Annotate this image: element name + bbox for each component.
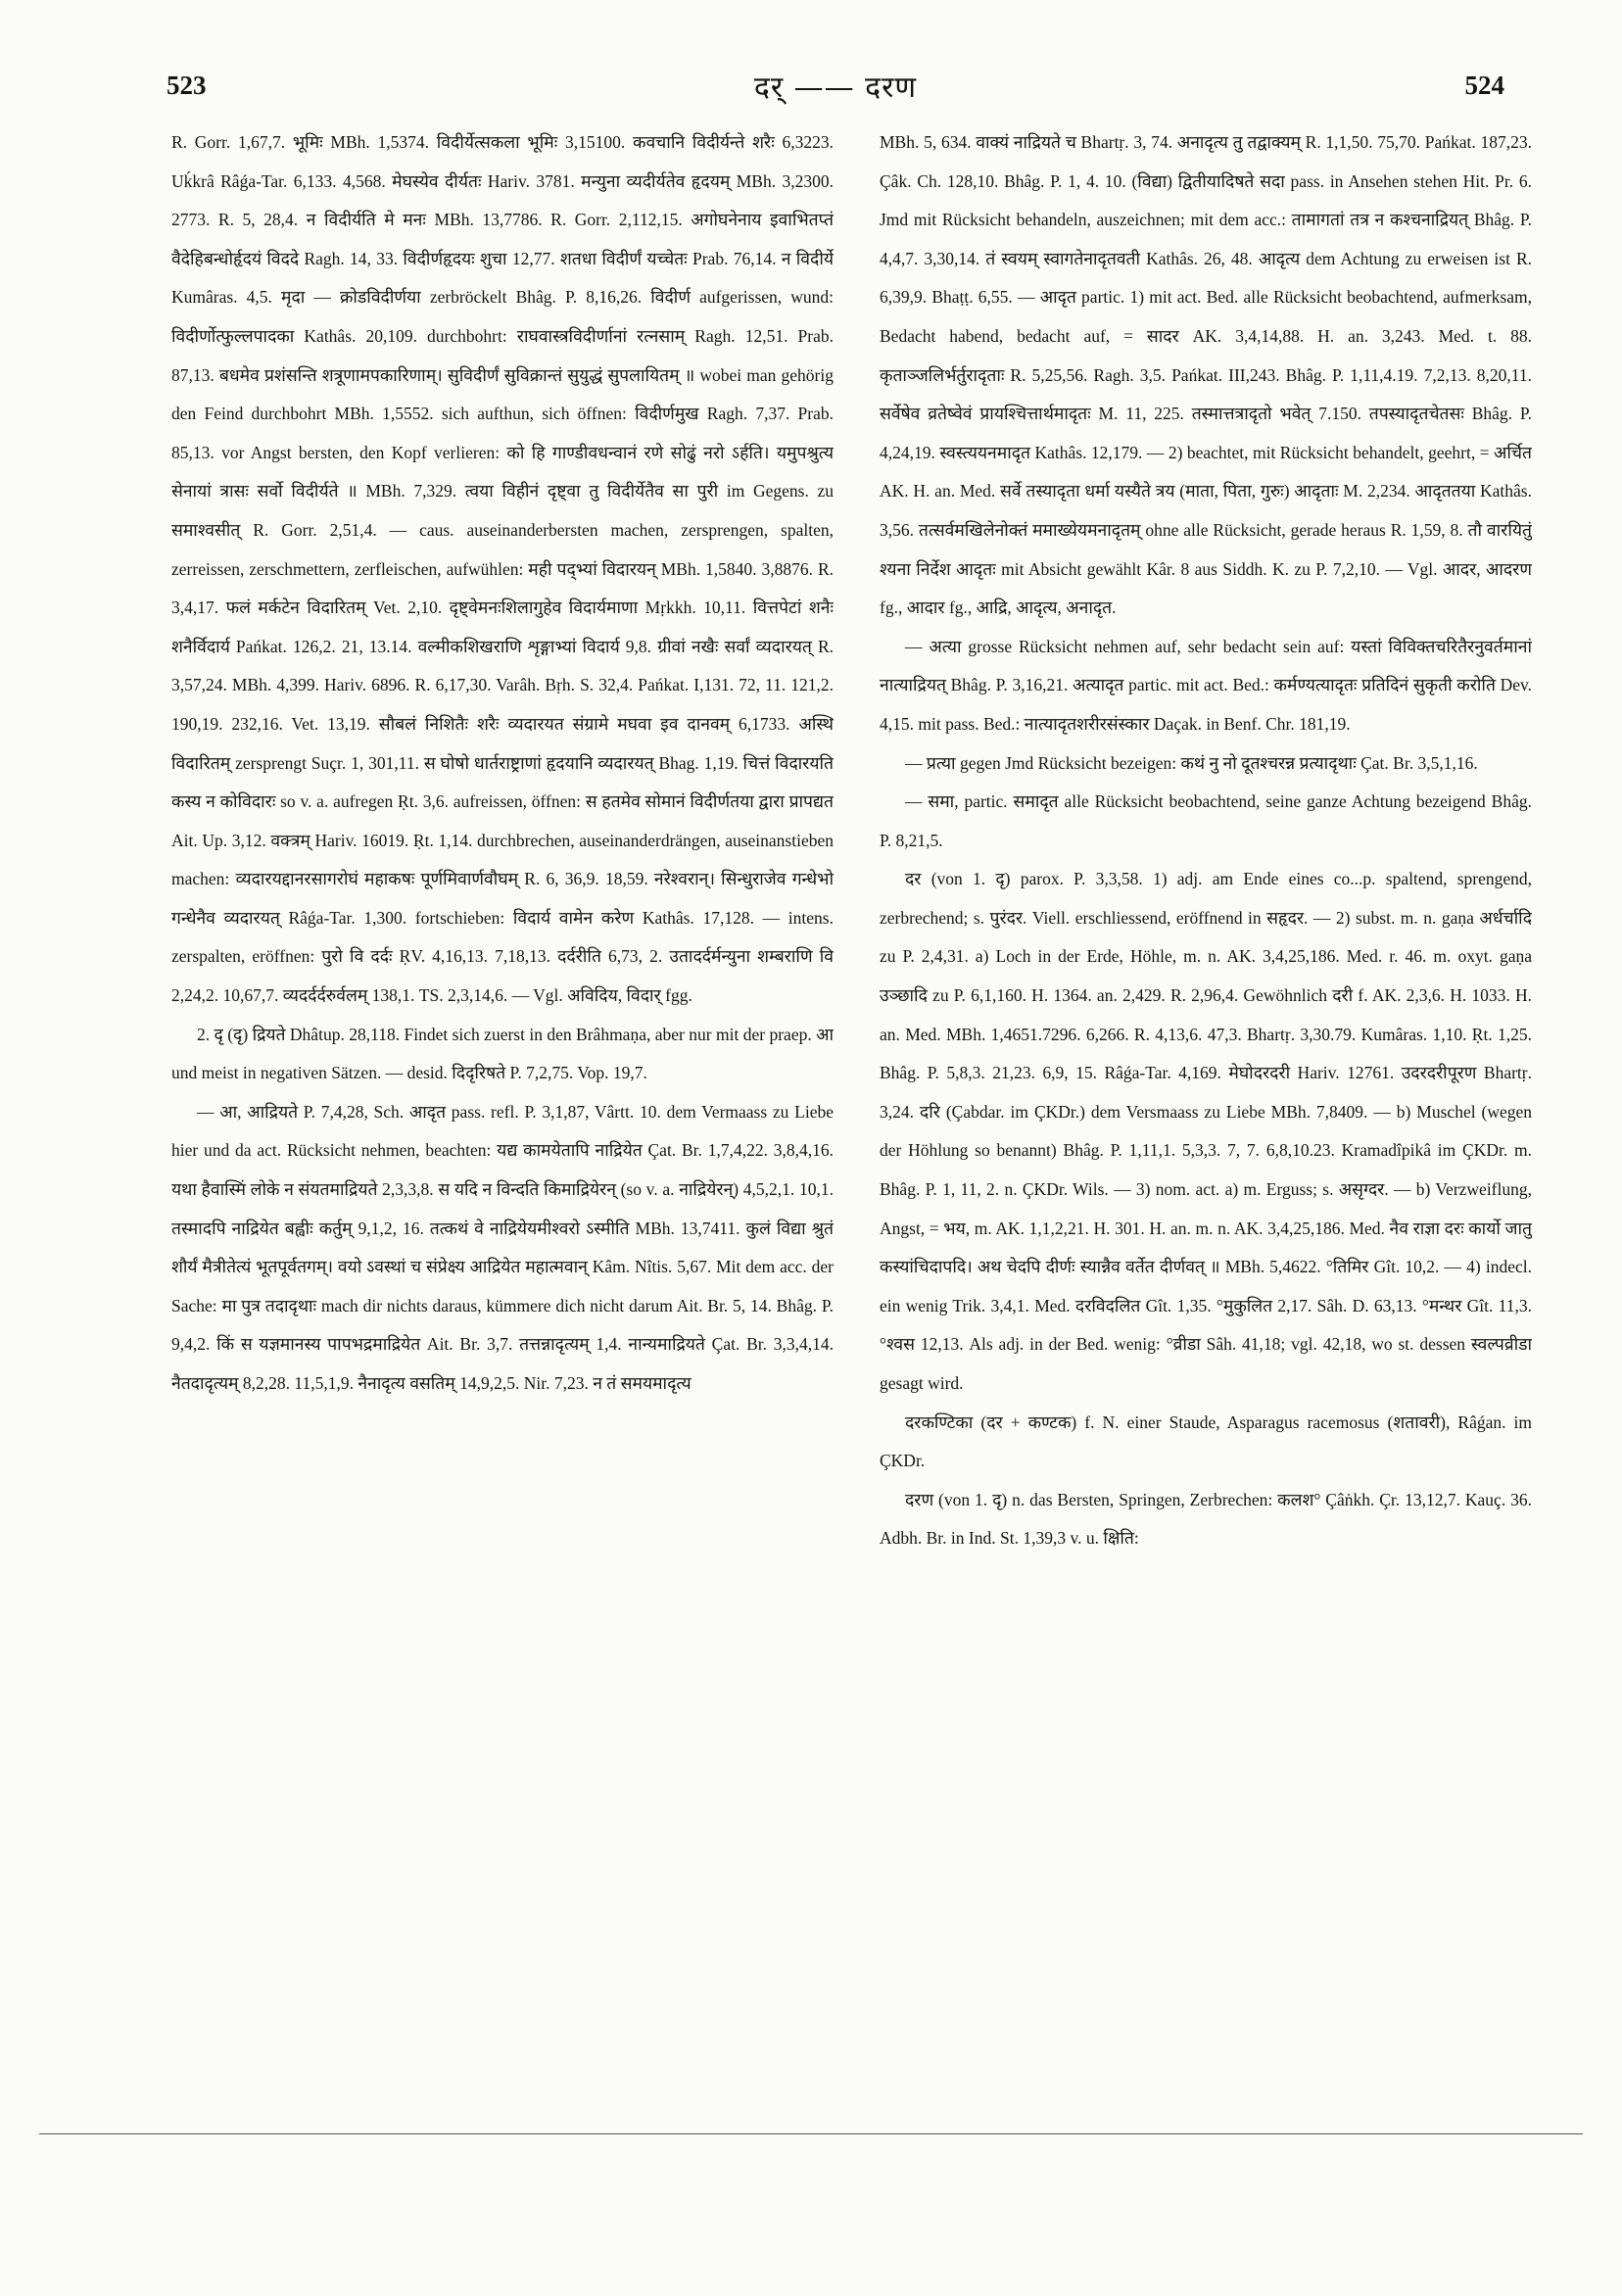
page-header bbox=[167, 61, 1504, 110]
page-number-right: 524 bbox=[1464, 70, 1504, 100]
page-number-left: 523 bbox=[167, 70, 207, 100]
entry-paragraph: — समा, partic. समादृत alle Rücksicht beobachtend, seine ganze Achtung bezeigend Bhâg. P. 8,21,5. bbox=[880, 791, 1532, 850]
entry-paragraph: MBh. 5, 634. वाक्यं नाद्रियते च Bhartṛ. 3, 74. अनादृत्य तु तद्वाक्यम् R. 1,1,50. 75,70. Pańkat. 187,23. Çâk. Ch. 128,10. Bhâg. P. 1, 4. 10. (विद्या) द्वितीयादिषते सदा pass. in Ansehen stehen Hit. Pr. 6. Jmd mit Rücksicht behandeln, auszeichnen; mit dem acc.: तामागतां तत्र न कश्चनाद्रियत् Bhâg. P. 4,4,7. 3,30,14. तं स्वयम् स्वागतेनादृतवती Kathâs. 26, 48. आदृत्य dem Achtung zu erweisen ist R. 6,39,9. Bhaṭṭ. 6,55. — आदृत partic. 1) mit act. Bed. alle Rücksicht beobachtend, aufmerksam, Bedacht habend, bedacht auf, = सादर AK. 3,4,14,88. H. an. 3,243. Med. t. 88. कृताञ्जलिर्भर्तुरादृताः R. 5,25,56. Ragh. 3,5. Pańkat. III,243. Bhâg. P. 1,11,4.19. 7,2,13. 8,20,11. सर्वेषेव व्रतेष्वेवं प्रायश्चित्तार्थमादृतः M. 11, 225. तस्मात्तत्रादृतो भवेत् 7.150. तपस्यादृतचेतसः Bhâg. P. 4,24,19. स्वस्त्ययनमादृत Kathâs. 12,179. — 2) beachtet, mit Rücksicht behandelt, geehrt, = अर्चित AK. H. an. Med. सर्वे तस्यादृता धर्मा यस्यैते त्रय (माता, पिता, गुरुः) आदृताः M. 2,234. आदृततया Kathâs. 3,56. तत्सर्वमखिलेनोक्तं ममाख्येयमनादृतम् ohne alle Rücksicht, gerade heraus R. 1,59, 8. तौ वारयितुं श्यना निर्देश आदृतः mit Absicht gewählt Kâr. 8 aus Siddh. K. zu P. 7,2,10. — Vgl. आदर, आदरण fg., आदार fg., आद्रि, आदृत्य, अनादृत. bbox=[880, 132, 1532, 618]
running-head: दर् —— दरण bbox=[753, 70, 918, 105]
entry-paragraph: 2. दृ (दृ) द्रियते Dhâtup. 28,118. Findet sich zuerst in den Brâhmaṇa, aber nur mit der praep. आ und meist in negativen Sätzen. — desid. दिदृरिषते P. 7,2,75. Vop. 19,7. bbox=[171, 1024, 834, 1083]
entry-paragraph: — प्रत्या gegen Jmd Rücksicht bezeigen: कथं नु नो दूतश्चरन्न प्रत्यादृथाः Çat. Br. 3,5,1,16. bbox=[905, 752, 1478, 773]
entry-paragraph: दर (von 1. दृ) parox. P. 3,3,58. 1) adj. am Ende eines co...p. spaltend, sprengend, zerbrechend; s. पुरंदर. Viell. erschliessend, eröffnend in सहृदर. — 2) subst. m. n. gaṇa अर्धर्चादि zu P. 2,4,31. a) Loch in der Erde, Höhle, m. n. AK. 3,4,25,186. Med. r. 46. m. oxyt. gaṇa उञ्छादि zu P. 6,1,160. H. 1364. an. 2,429. R. 2,96,4. Gewöhnlich दरी f. AK. 2,3,6. H. 1033. H. an. Med. MBh. 1,4651.7296. 6,266. R. 4,13,6. 47,3. Bhartṛ. 3,30.79. Kumâras. 1,10. Ṛt. 1,25. Bhâg. P. 5,8,3. 21,23. 6,9, 15. Râǵa-Tar. 4,169. मेघोदरदरी Hariv. 12761. उदरदरीपूरण Bhartṛ. 3,24. दरि (Çabdar. im ÇKDr.) dem Versmaass zu Liebe MBh. 7,8409. — b) Muschel (wegen der Höhlung so benannt) Bhâg. P. 1,11,1. 5,3,3. 7, 7. 6,8,10.23. Kramadîpikâ im ÇKDr. m. Bhâg. P. 1, 11, 2. n. ÇKDr. Wils. — 3) nom. act. a) m. Erguss; s. असृग्दर. — b) Verzweiflung, Angst, = भय, m. AK. 1,1,2,21. H. 301. H. an. m. n. AK. 3,4,25,186. Med. नैव राज्ञा दरः कार्यो जातु कस्यांचिदापदि। अथ चेदपि दीर्णः स्यान्नैव वर्तेत दीर्णवत् ॥ MBh. 5,4622. °तिमिर Gît. 10,2. — 4) indecl. ein wenig Trik. 3,4,1. Med. दरविदलित Gît. 1,35. °मुकुलित 2,17. Sâh. D. 63,13. °मन्थर Gît. 11,3. °श्वस 12,13. Als adj. in der Bed. wenig: °व्रीडा Sâh. 41,18; vgl. 42,18, wo st. dessen स्वल्पव्रीडा gesagt wird. bbox=[880, 869, 1532, 1393]
entry-paragraph: दरकण्टिका (दर + कण्टक) f. N. einer Staude, Asparagus racemosus (शतावरी), Râǵan. im ÇKDr. bbox=[880, 1411, 1532, 1471]
entry-paragraph: R. Gorr. 1,67,7. भूमिः MBh. 1,5374. विदीर्येत्सकला भूमिः 3,15100. कवचानि विदीर्यन्ते शरैः 6,3223. Uḱkrâ Râǵa-Tar. 6,133. 4,568. मेघस्येव दीर्यतः Hariv. 3781. मन्युना व्यदीर्यतेव हृदयम् MBh. 3,2300. 2773. R. 5, 28,4. न विदीर्यति मे मनः MBh. 13,7786. R. Gorr. 2,112,15. अगोघनेनाय इवाभितप्तं वैदेहिबन्धोर्हृदयं विददे Ragh. 14, 33. विदीर्णहृदयः शुचा 12,77. शतधा विदीर्णं यच्चेतः Prab. 76,14. न विदीर्ये Kumâras. 4,5. मृदा — क्रोडविदीर्णया zerbröckelt Bhâg. P. 8,16,26. विदीर्ण aufgerissen, wund: विदीर्णोत्फुल्लपादका Kathâs. 20,109. durchbohrt: राघवास्त्रविदीर्णानां रत्नसाम् Ragh. 12,51. Prab. 87,13. बधमेव प्रशंसन्ति शत्रूणामपकारिणाम्। सुविदीर्णं सुविक्रान्तं सुयुद्धं सुपलायितम् ॥ wobei man gehörig den Feind durchbohrt MBh. 1,5552. sich aufthun, sich öffnen: विदीर्णमुख Ragh. 7,37. Prab. 85,13. vor Angst bersten, den Kopf verlieren: को हि गाण्डीवधन्वानं रणे सोढुं नरो ऽर्हति। यमुपश्रुत्य सेनायां त्रासः सर्वो विदीर्यते ॥ MBh. 7,329. त्वया विहीनं दृष्ट्वा तु विदीर्येतैव सा पुरी im Gegens. zu समाश्वसीत् R. Gorr. 2,51,4. — caus. auseinanderbersten machen, zersprengen, spalten, zerreissen, zerschmettern, zerfleischen, aufwühlen: मही पद्भ्यां विदारयन् MBh. 1,5840. 3,8876. R. 3,4,17. फलं मर्कटेन विदारितम् Vet. 2,10. दृष्ट्वेमनःशिलागुहेव विदार्यमाणा Mṛkkh. 10,11. वित्तपेटां शनैः शनैर्विदार्य Pańkat. 126,2. 21, 13.14. वल्मीकशिखराणि शृङ्गाभ्यां विदार्य 9,8. ग्रीवां नखैः सर्वां व्यदारयत् R. 3,57,24. MBh. 4,399. Hariv. 6896. R. 6,17,30. Varâh. Bṛh. S. 32,4. Pańkat. I,131. 72, 11. 121,2. 190,19. 232,16. Vet. 13,19. सौबलं निशितैः शरैः व्यदारयत संग्रामे मघवा इव दानवम् 6,1733. अस्थि विदारितम् zersprengt Suçr. 1, 301,11. स घोषो धार्तराष्ट्राणां हृदयानि व्यदारयत् Bhag. 1,19. चित्तं विदारयति कस्य न कोविदारः so v. a. aufregen Ṛt. 3,6. aufreissen, öffnen: स हतमेव सोमानं विदीर्णतया द्वारा प्रापद्यत Ait. Up. 3,12. वक्त्रम् Hariv. 16019. Ṛt. 1,14. durchbrechen, auseinanderdrängen, auseinanstieben machen: व्यदारयद्दानरसागरोघं महाकषः पूर्णमिवार्णवौघम् R. 6, 36,9. 18,59. नरेश्वरान्। सिन्धुराजेव गन्धेभो गन्धेनैव व्यदारयत् Râǵa-Tar. 1,300. fortschieben: विदार्य वामेन करेण Kathâs. 17,128. — intens. zerspalten, eröffnen: पुरो वि दर्दः ṚV. 4,16,13. 7,18,13. दर्दरीति 6,73, 2. उतादर्दर्मन्युना शम्बराणि वि 2,24,2. 10,67,7. व्यदर्दर्दरुर्वलम् 138,1. TS. 2,3,14,6. — Vgl. अविदिय, विदार् fgg. bbox=[171, 132, 834, 1006]
entry-paragraph: — आ, आद्रियते P. 7,4,28, Sch. आदृत pass. refl. P. 3,1,87, Vârtt. 10. dem Vermaass zu Liebe hier und da act. Rücksicht nehmen, beachten: यद्य कामयेतापि नाद्रियेत Çat. Br. 1,7,4,22. 3,8,4,16. यथा हैवास्मिं लोके न संयतमाद्रियते 2,3,3,8. स यदि न विन्दति किमाद्रियेरन् (so v. a. नाद्रियेरन्) 4,5,2,1. 10,1. तस्मादपि नाद्रियेत बह्वीः कर्तुम् 9,1,2, 16. तत्कथं वे नाद्रियेयमीश्वरो ऽस्मीति MBh. 13,7411. कुलं विद्या श्रुतं शौर्यं मैत्रीतेत्यं भूतपूर्वतगम्। वयो ऽवस्थां च संप्रेक्ष्य आद्रियेत महात्मवान् Kâm. Nîtis. 5,67. Mit dem acc. der Sache: मा पुत्र तदादृथाः mach dir nichts daraus, kümmere dich nicht darum Ait. Br. 5, 14. Bhâg. P. 9,4,2. किं स यज्ञमानस्य पापभद्रमाद्रियेत Ait. Br. 3,7. तत्तन्नादृत्यम् 1,4. नान्यमाद्रियते Çat. Br. 3,3,4,14. नैतदादृत्यम् 8,2,28. 11,5,1,9. नैनादृत्य वसतिम् 14,9,2,5. Nir. 7,23. न तं समयमादृत्य bbox=[171, 1101, 834, 1393]
entry-paragraph: — अत्या grosse Rücksicht nehmen auf, sehr bedacht sein auf: यस्तां विविक्तचरितैरनुवर्तमानां नात्याद्रियत् Bhâg. P. 3,16,21. अत्यादृत partic. mit act. Bed.: कर्मण्यत्यादृतः प्रतिदिनं सुकृती करोति Dev. 4,15. mit pass. Bed.: नात्यादृतशरीरसंस्कार Daçak. in Benf. Chr. 181,19. bbox=[880, 636, 1532, 734]
footer-rule bbox=[39, 2133, 1583, 2134]
right-column bbox=[880, 123, 1532, 2043]
entry-paragraph: दरण (von 1. दृ) n. das Bersten, Springen, Zerbrechen: कलश° Çâṅkh. Çr. 13,12,7. Kauç. 36. Adbh. Br. in Ind. St. 1,39,3 v. u. क्षिति: bbox=[880, 1489, 1532, 1549]
left-column bbox=[171, 123, 834, 2043]
